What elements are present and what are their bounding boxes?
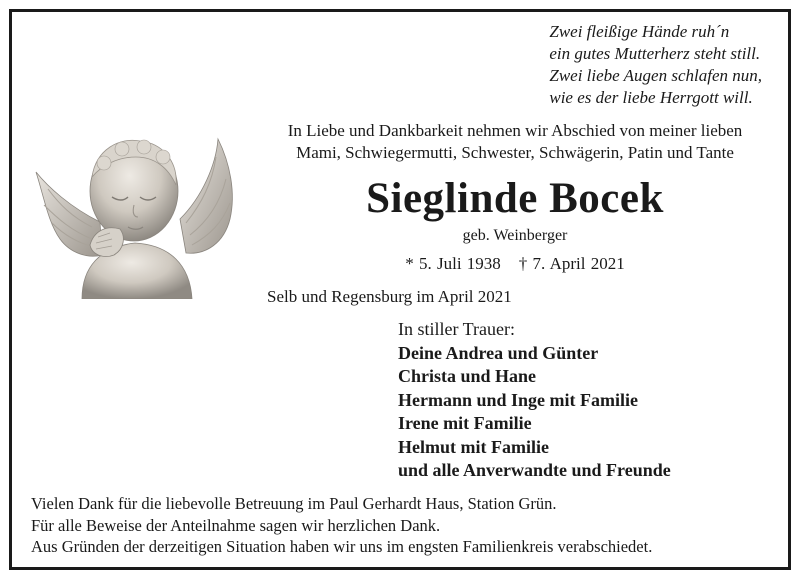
thanks-text [31,493,652,558]
mourner-name: Christa und Hane [398,366,537,386]
poem-line: Zwei liebe Augen schlafen nun, [549,66,762,85]
thanks-line: Aus Gründen der derzeitigen Situation haben wir uns im engsten Familienkreis verabschiedet. [31,537,653,556]
intro-line: Mami, Schwiegermutti, Schwester, Schwägerin, Patin und Tante [296,143,734,162]
intro-text [260,120,770,164]
life-dates [260,253,770,275]
mourners-header: In stiller Trauer: [398,319,515,339]
mourner-name: und alle Anverwandte und Freunde [398,460,671,480]
mourner-name: Deine Andrea und Günter [398,342,599,363]
deceased-name: Sieglinde Bocek [366,175,664,222]
thanks-line: Für alle Beweise der Anteilnahme sagen wir herzlichen Dank. [31,515,441,535]
place-and-date: Selb und Regensburg im April 2021 [267,287,512,306]
thanks-line: Vielen Dank für die liebevolle Betreuung im Paul Gerhardt Haus, Station Grün. [31,494,557,513]
mourner-name: Helmut mit Familie [398,436,549,457]
mourner-name: Hermann und Inge mit Familie [398,389,639,410]
birth-date: * 5. Juli 1938 [405,254,501,273]
poem-line: Zwei fleißige Hände ruh´n [549,22,730,41]
intro-line: In Liebe und Dankbarkeit nehmen wir Abschied von meiner lieben [287,121,743,140]
angel-statue-image [30,127,240,299]
poem-line: wie es der liebe Herrgott will. [549,88,753,107]
mourners-block [398,318,671,483]
maiden-name: geb. Weinberger [462,227,568,244]
poem [549,21,762,109]
mourner-name: Irene mit Familie [398,413,532,433]
death-date: † 7. April 2021 [518,254,625,273]
poem-line: ein gutes Mutterherz steht still. [549,44,761,63]
